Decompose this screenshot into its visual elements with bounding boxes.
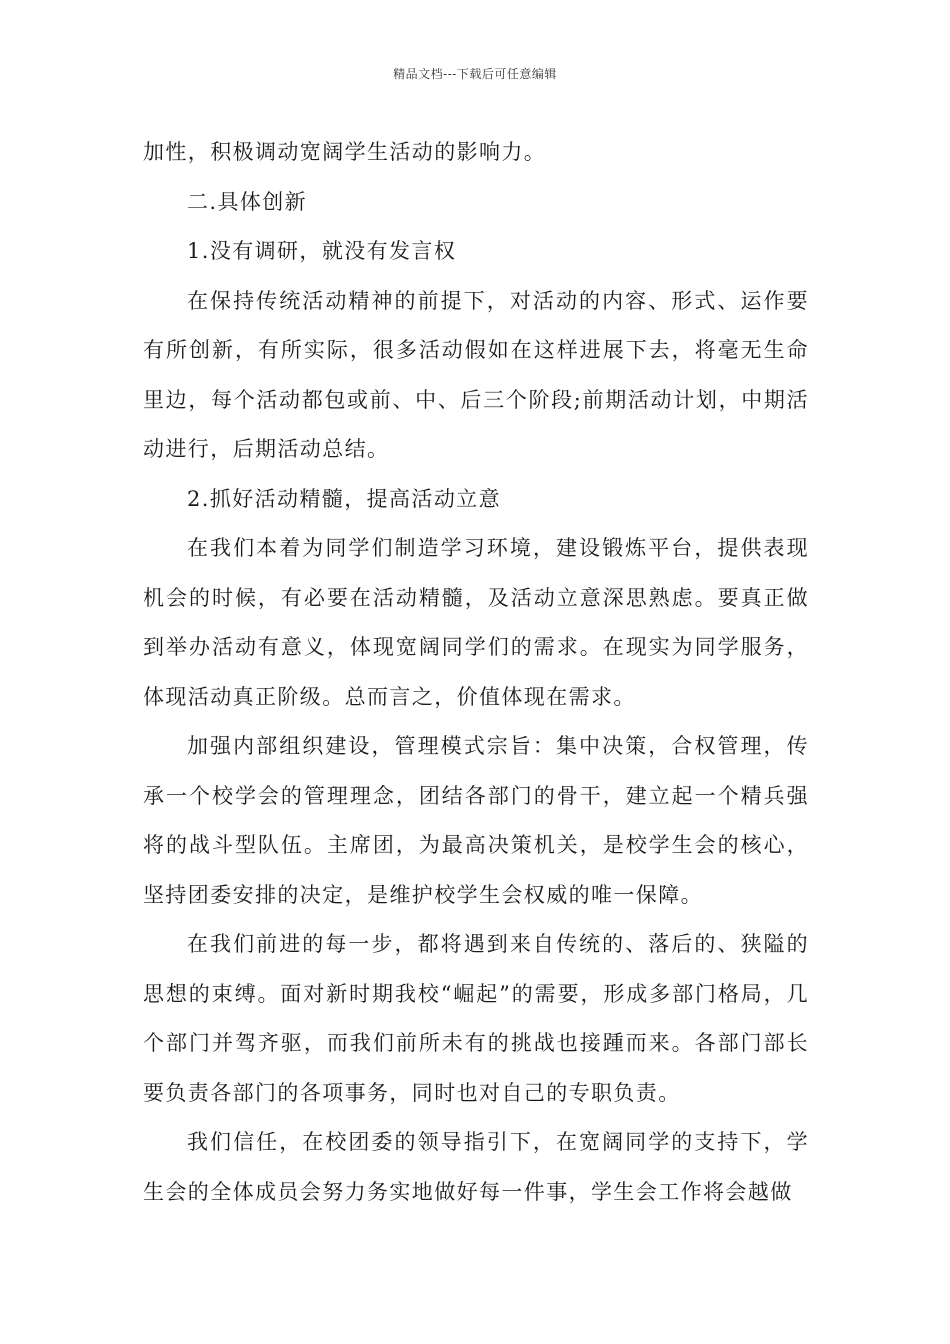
- body-paragraph: 在我们前进的每一步，都将遇到来自传统的、落后的、狭隘的思想的束缚。面对新时期我校“崛起”的需要，形成多部门格局，几个部门并驾齐驱，而我们前所未有的挑战也接踵而来。各部门部长要负责各部门的各项事务，同时也对自己的专职负责。: [143, 932, 809, 1105]
- paragraph-continuation: 加性，积极调动宽阔学生活动的影响力。: [143, 140, 547, 164]
- subsection-heading: 2.抓好活动精髓，提高活动立意: [187, 486, 502, 511]
- document-body: [143, 128, 809, 1217]
- body-paragraph: 在保持传统活动精神的前提下，对活动的内容、形式、运作要有所创新，有所实际，很多活动假如在这样进展下去，将毫无生命里边，每个活动都包或前、中、后三个阶段;前期活动计划，中期活动进行，后期活动总结。: [143, 288, 809, 461]
- page-header: 精品文档---下载后可任意编辑: [393, 67, 557, 81]
- section-heading: 二.具体创新: [187, 189, 308, 214]
- body-paragraph: 我们信任，在校团委的领导指引下，在宽阔同学的支持下，学生会的全体成员会努力务实地做好每一件事，学生会工作将会越做: [143, 1130, 809, 1204]
- body-paragraph: 加强内部组织建设，管理模式宗旨：集中决策，合权管理，传承一个校学会的管理理念，团结各部门的骨干，建立起一个精兵强将的战斗型队伍。主席团，为最高决策机关，是校学生会的核心，坚持团委安排的决定，是维护校学生会权威的唯一保障。: [143, 734, 809, 907]
- subsection-heading: 1.没有调研，就没有发言权: [187, 239, 457, 263]
- body-paragraph: 在我们本着为同学们制造学习环境，建设锻炼平台，提供表现机会的时候，有必要在活动精髓，及活动立意深思熟虑。要真正做到举办活动有意义，体现宽阔同学们的需求。在现实为同学服务，体现活动真正阶级。总而言之，价值体现在需求。: [143, 536, 809, 709]
